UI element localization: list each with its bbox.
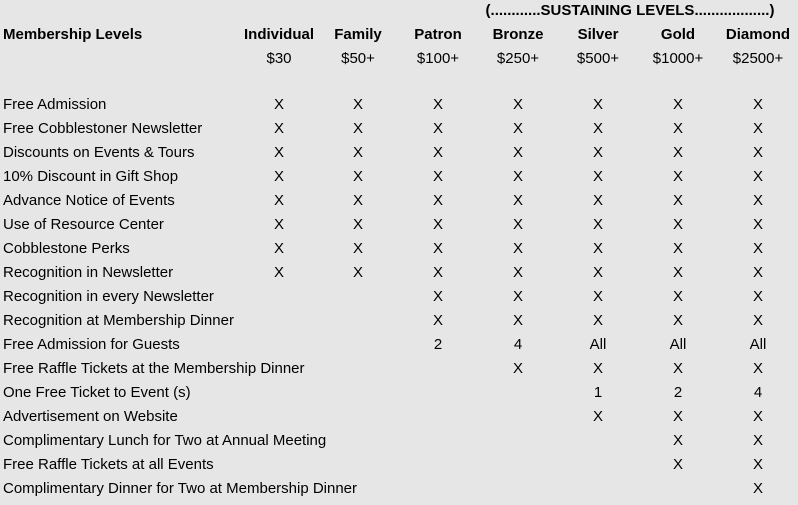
- benefit-cell-family: X: [352, 144, 364, 161]
- benefit-cell-family: X: [352, 216, 364, 233]
- benefit-cell-patron: X: [432, 312, 444, 329]
- benefit-cell-silver: X: [592, 144, 604, 161]
- benefit-cell-bronze: X: [512, 264, 524, 281]
- table-row: [0, 262, 798, 286]
- benefit-cell-diamond: X: [752, 480, 764, 497]
- benefit-cell-bronze: X: [512, 168, 524, 185]
- benefit-cell-diamond: X: [752, 312, 764, 329]
- benefit-cell-patron: X: [432, 264, 444, 281]
- table-row: [0, 286, 798, 310]
- benefit-cell-patron: X: [432, 192, 444, 209]
- benefit-cell-silver: X: [592, 216, 604, 233]
- benefit-cell-gold: X: [672, 144, 684, 161]
- benefit-cell-individual: X: [273, 216, 285, 233]
- benefit-label: Complimentary Dinner for Two at Membership Dinner: [3, 480, 358, 497]
- level-price-gold: $1000+: [652, 50, 704, 67]
- benefit-cell-patron: X: [432, 240, 444, 257]
- benefit-label: Free Admission: [3, 96, 107, 113]
- benefit-label: Advertisement on Website: [3, 408, 178, 425]
- benefit-cell-gold: X: [672, 360, 684, 377]
- table-row: [0, 142, 798, 166]
- level-price-patron: $100+: [416, 50, 460, 67]
- benefit-cell-diamond: X: [752, 456, 764, 473]
- level-name-family: Family: [334, 26, 382, 43]
- benefit-cell-individual: X: [273, 264, 285, 281]
- benefit-cell-individual: X: [273, 168, 285, 185]
- table-title: Membership Levels: [3, 26, 143, 43]
- benefit-cell-patron: 2: [433, 336, 443, 353]
- benefit-cell-individual: X: [273, 144, 285, 161]
- benefit-cell-bronze: X: [512, 192, 524, 209]
- benefit-label: Recognition at Membership Dinner: [3, 312, 234, 329]
- benefit-cell-silver: X: [592, 168, 604, 185]
- benefit-cell-diamond: X: [752, 432, 764, 449]
- benefit-cell-bronze: X: [512, 240, 524, 257]
- benefit-cell-family: X: [352, 168, 364, 185]
- benefit-cell-silver: X: [592, 360, 604, 377]
- benefit-cell-bronze: X: [512, 144, 524, 161]
- table-row: [0, 358, 798, 382]
- benefit-cell-gold: X: [672, 408, 684, 425]
- benefit-cell-patron: X: [432, 288, 444, 305]
- benefit-cell-silver: X: [592, 96, 604, 113]
- benefit-label: Free Raffle Tickets at the Membership Dinner: [3, 360, 305, 377]
- benefit-label: 10% Discount in Gift Shop: [3, 168, 179, 185]
- benefit-cell-diamond: X: [752, 168, 764, 185]
- benefit-cell-diamond: X: [752, 144, 764, 161]
- level-price-diamond: $2500+: [732, 50, 784, 67]
- level-name-gold: Gold: [660, 26, 696, 43]
- benefit-cell-diamond: X: [752, 96, 764, 113]
- benefit-cell-diamond: X: [752, 192, 764, 209]
- benefit-cell-diamond: X: [752, 288, 764, 305]
- benefit-cell-silver: X: [592, 240, 604, 257]
- benefit-cell-diamond: X: [752, 216, 764, 233]
- benefit-cell-gold: X: [672, 288, 684, 305]
- benefit-cell-bronze: X: [512, 288, 524, 305]
- table-row: [0, 94, 798, 118]
- table-row: [0, 454, 798, 478]
- benefit-cell-silver: X: [592, 288, 604, 305]
- benefit-cell-gold: X: [672, 120, 684, 137]
- table-row: [0, 190, 798, 214]
- benefit-cell-patron: X: [432, 168, 444, 185]
- benefit-label: Recognition in Newsletter: [3, 264, 174, 281]
- benefit-label: Advance Notice of Events: [3, 192, 175, 209]
- benefit-label: Free Admission for Guests: [3, 336, 180, 353]
- level-name-silver: Silver: [577, 26, 619, 43]
- benefit-cell-diamond: X: [752, 264, 764, 281]
- benefit-label: Free Cobblestoner Newsletter: [3, 120, 203, 137]
- benefit-cell-silver: X: [592, 192, 604, 209]
- benefit-cell-family: X: [352, 96, 364, 113]
- benefit-cell-diamond: X: [752, 120, 764, 137]
- benefit-cell-gold: X: [672, 216, 684, 233]
- benefit-label: Discounts on Events & Tours: [3, 144, 195, 161]
- benefit-cell-individual: X: [273, 120, 285, 137]
- benefit-label: Cobblestone Perks: [3, 240, 130, 257]
- benefit-cell-gold: X: [672, 312, 684, 329]
- table-row: [0, 406, 798, 430]
- benefit-cell-silver: X: [592, 408, 604, 425]
- table-row: [0, 478, 798, 502]
- benefit-cell-family: X: [352, 264, 364, 281]
- benefit-label: Complimentary Lunch for Two at Annual Meeting: [3, 432, 327, 449]
- benefit-cell-bronze: X: [512, 312, 524, 329]
- level-name-diamond: Diamond: [725, 26, 791, 43]
- table-row: [0, 334, 798, 358]
- benefit-cell-bronze: X: [512, 96, 524, 113]
- benefit-cell-gold: X: [672, 456, 684, 473]
- table-row: [0, 166, 798, 190]
- benefit-cell-bronze: X: [512, 216, 524, 233]
- benefit-cell-gold: 2: [673, 384, 683, 401]
- benefit-cell-gold: X: [672, 240, 684, 257]
- level-price-bronze: $250+: [496, 50, 540, 67]
- benefit-cell-family: X: [352, 240, 364, 257]
- level-name-bronze: Bronze: [492, 26, 544, 43]
- benefit-cell-gold: X: [672, 192, 684, 209]
- benefit-cell-diamond: X: [752, 240, 764, 257]
- table-row: [0, 118, 798, 142]
- benefit-cell-individual: X: [273, 96, 285, 113]
- benefit-cell-bronze: X: [512, 120, 524, 137]
- sustaining-levels-header: (............SUSTAINING LEVELS..................): [485, 2, 775, 19]
- benefit-cell-patron: X: [432, 144, 444, 161]
- benefit-cell-silver: X: [592, 264, 604, 281]
- benefit-label: Use of Resource Center: [3, 216, 164, 233]
- table-row: [0, 430, 798, 454]
- benefit-cell-patron: X: [432, 216, 444, 233]
- benefit-cell-diamond: 4: [753, 384, 763, 401]
- benefit-cell-silver: X: [592, 120, 604, 137]
- benefit-cell-silver: All: [589, 336, 607, 353]
- level-name-patron: Patron: [414, 26, 462, 43]
- benefit-cell-silver: 1: [593, 384, 603, 401]
- benefit-cell-family: X: [352, 120, 364, 137]
- benefit-label: One Free Ticket to Event (s): [3, 384, 191, 401]
- table-row: [0, 310, 798, 334]
- table-row: [0, 238, 798, 262]
- level-price-family: $50+: [341, 50, 375, 67]
- benefit-cell-diamond: All: [749, 336, 767, 353]
- benefit-cell-gold: X: [672, 264, 684, 281]
- benefit-cell-individual: X: [273, 192, 285, 209]
- benefit-label: Recognition in every Newsletter: [3, 288, 214, 305]
- benefit-cell-gold: All: [669, 336, 687, 353]
- table-row: [0, 382, 798, 406]
- benefit-cell-gold: X: [672, 96, 684, 113]
- benefit-cell-gold: X: [672, 432, 684, 449]
- benefit-cell-bronze: 4: [513, 336, 523, 353]
- benefit-label: Free Raffle Tickets at all Events: [3, 456, 214, 473]
- level-name-individual: Individual: [243, 26, 315, 43]
- benefit-cell-patron: X: [432, 96, 444, 113]
- benefit-cell-gold: X: [672, 168, 684, 185]
- benefit-cell-patron: X: [432, 120, 444, 137]
- benefit-cell-diamond: X: [752, 360, 764, 377]
- benefit-cell-silver: X: [592, 312, 604, 329]
- benefit-cell-individual: X: [273, 240, 285, 257]
- level-price-silver: $500+: [576, 50, 620, 67]
- benefit-cell-bronze: X: [512, 360, 524, 377]
- table-row: [0, 214, 798, 238]
- level-price-individual: $30: [266, 50, 292, 67]
- benefit-cell-diamond: X: [752, 408, 764, 425]
- benefit-cell-family: X: [352, 192, 364, 209]
